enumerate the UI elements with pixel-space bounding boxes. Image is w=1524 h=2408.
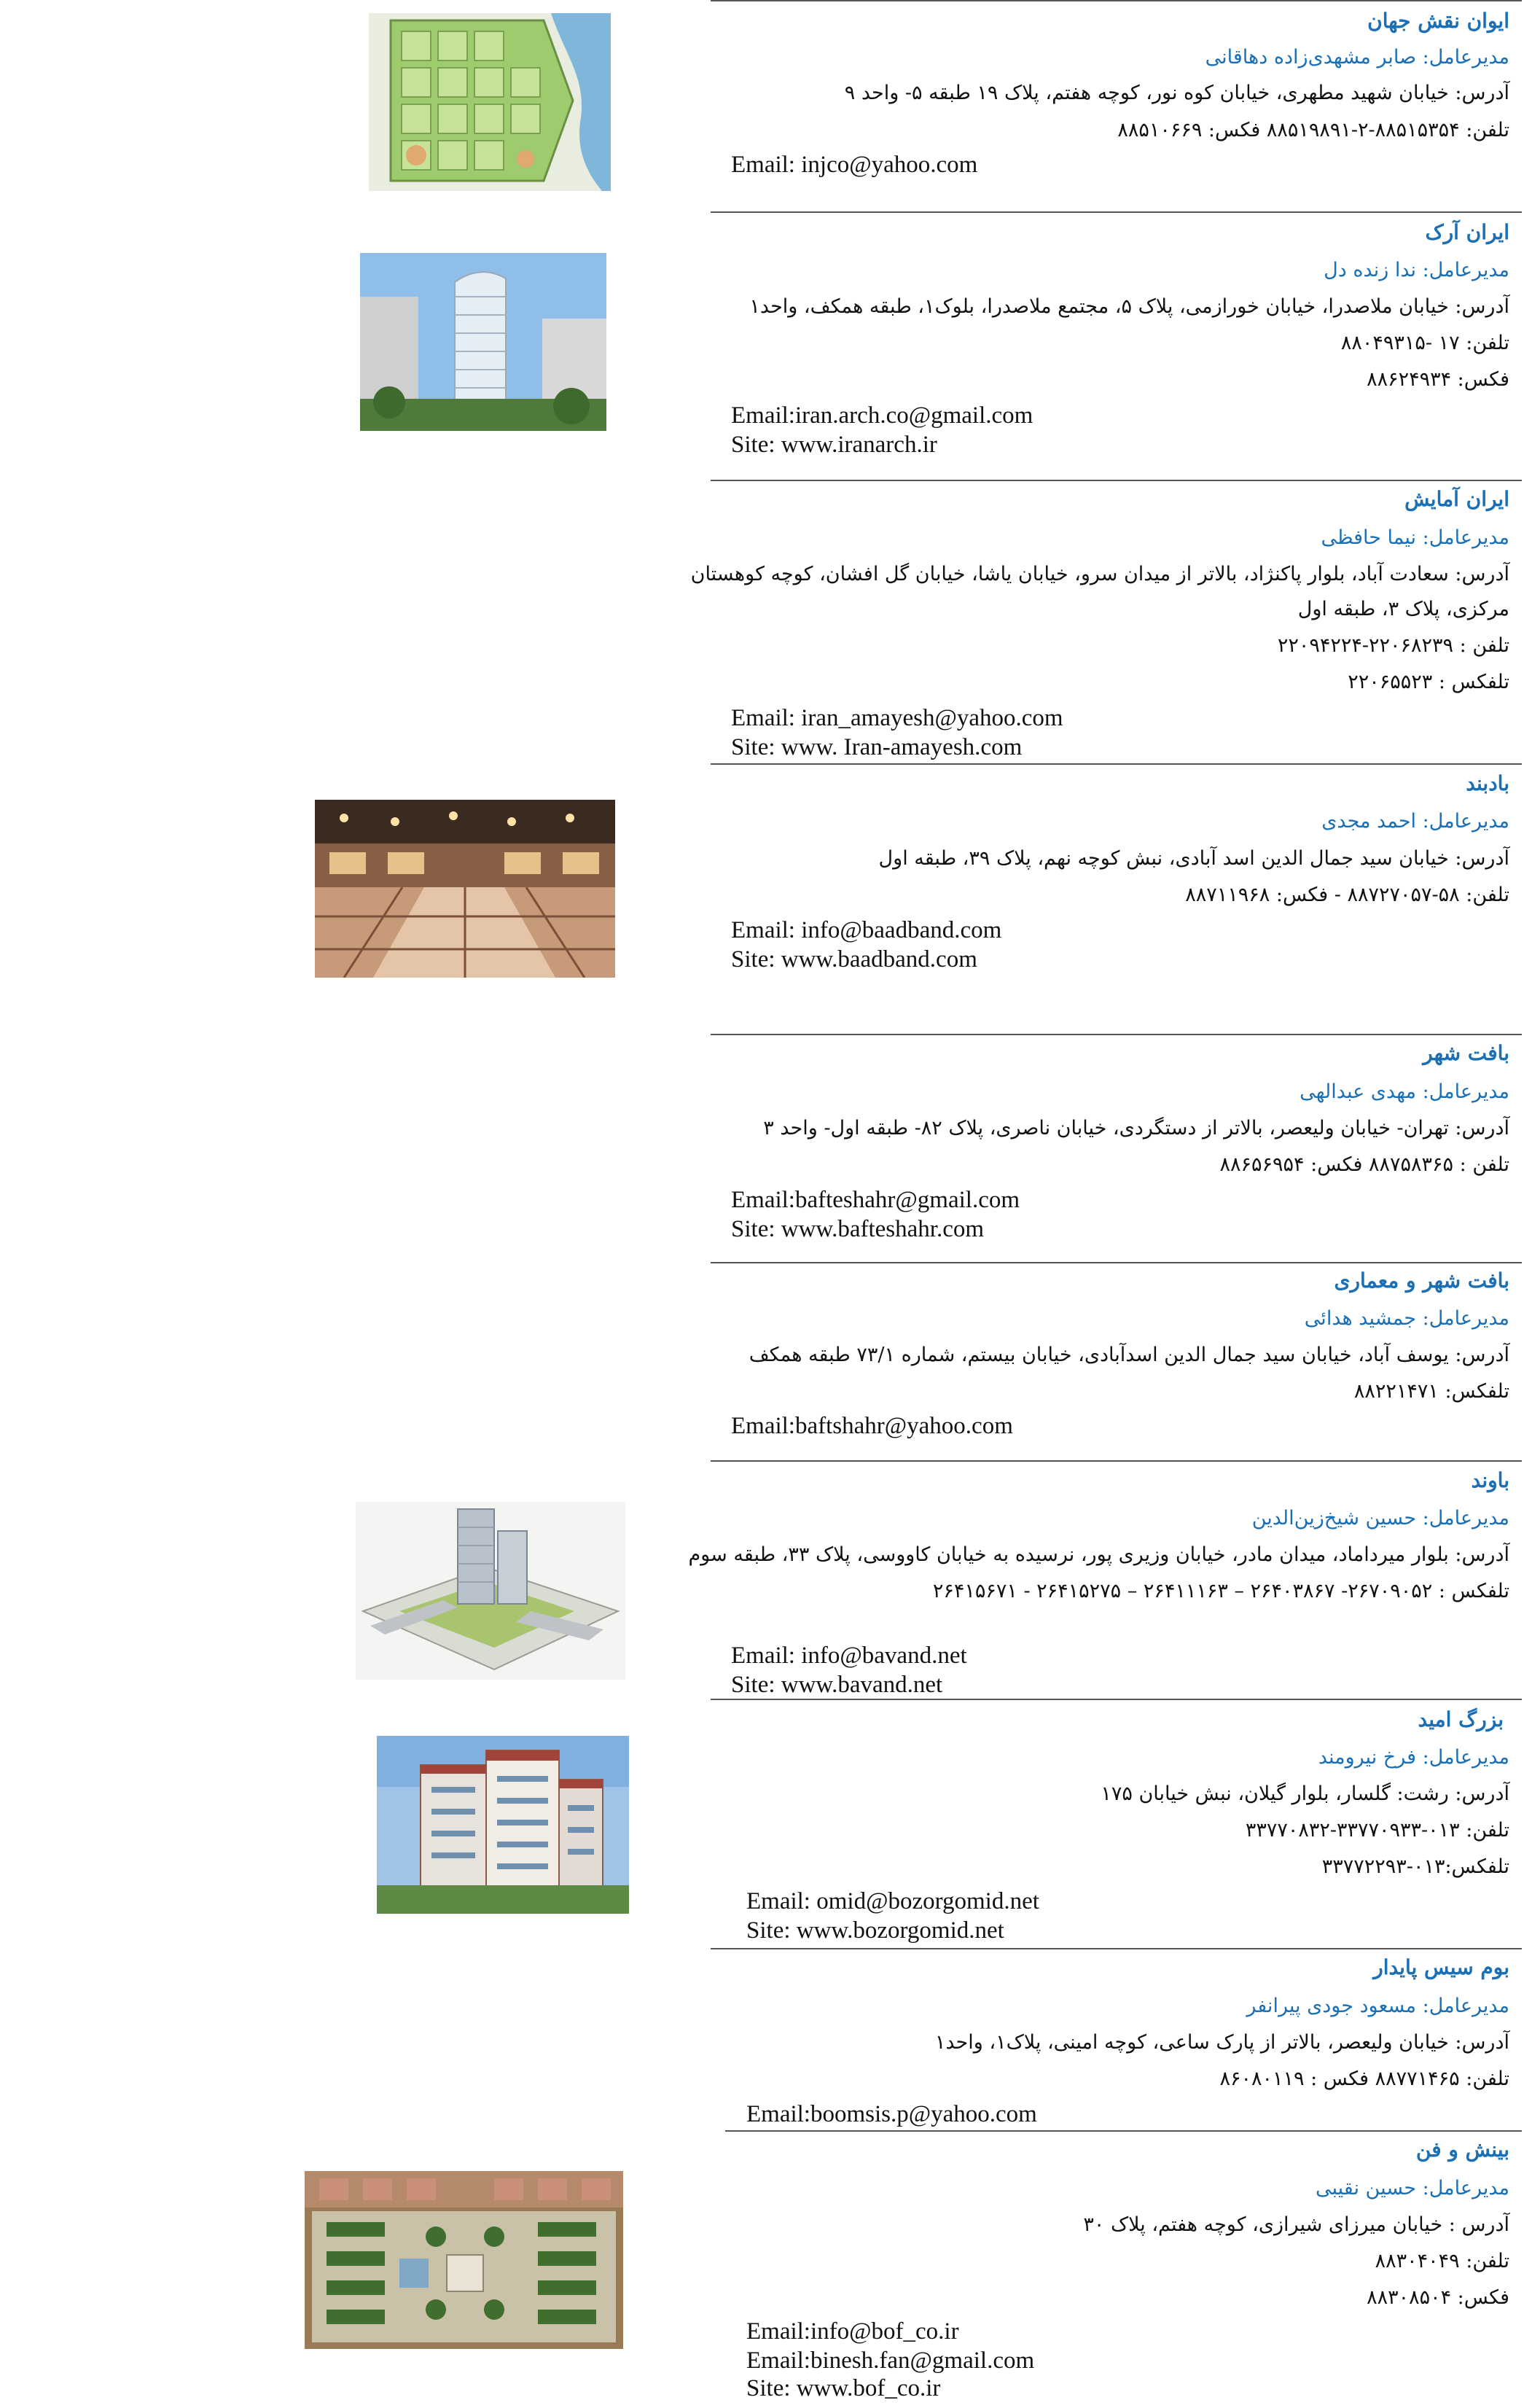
complex-render-image bbox=[356, 1502, 625, 1680]
email-text: Email: injco@yahoo.com bbox=[731, 152, 978, 178]
managing-director: مدیرعامل: صابر مشهدی‌زاده دهاقانی bbox=[1205, 46, 1509, 69]
website-text: Site: www.bof_co.ir bbox=[746, 2375, 941, 2401]
company-name: باوند bbox=[1471, 1468, 1509, 1492]
phone-line: تلفن: ۱۷ -۸۸۰۴۹۳۱۵ bbox=[1340, 332, 1509, 354]
address-line: آدرس: بلوار میرداماد، میدان مادر، خیابان وزیری پور، نرسیده به خیابان کاووسی، پلاک ۳۳، طبقه سوم bbox=[688, 1543, 1509, 1566]
separator-line bbox=[711, 1460, 1522, 1462]
company-name: ایران آرک bbox=[1425, 220, 1509, 244]
phone-line: تلفن : ۲۲۰۶۸۲۳۹-۲۲۰۹۴۲۲۴ bbox=[1277, 634, 1509, 657]
managing-director: مدیرعامل: احمد مجدی bbox=[1321, 810, 1509, 833]
separator-line bbox=[711, 480, 1522, 481]
address-line: مرکزی، پلاک ۳، طبقه اول bbox=[1297, 598, 1509, 620]
separator-line bbox=[711, 763, 1522, 765]
phone-line: تلفن: ۸۸۳۰۴۰۴۹ bbox=[1375, 2250, 1509, 2272]
address-line: آدرس: خیابان سید جمال الدین اسد آبادی، نبش کوچه نهم، پلاک ۳۹، طبقه اول bbox=[878, 847, 1509, 870]
company-name: بادبند bbox=[1466, 771, 1509, 795]
address-line: آدرس: تهران- خیابان ولیعصر، بالاتر از دستگردی، خیابان ناصری، پلاک ۸۲- طبقه اول- واحد ۳ bbox=[763, 1117, 1509, 1139]
address-line: آدرس: رشت: گلسار، بلوار گیلان، نبش خیابان ۱۷۵ bbox=[1101, 1782, 1509, 1805]
fax-line: تلفکس: ۸۸۲۲۱۴۷۱ bbox=[1353, 1380, 1509, 1403]
managing-director: مدیرعامل: حسین شیخ‌زین‌الدین bbox=[1251, 1507, 1509, 1530]
email-text: Email:bafteshahr@gmail.com bbox=[731, 1187, 1020, 1213]
managing-director: مدیرعامل: حسین نقیبی bbox=[1315, 2177, 1509, 2199]
separator-line bbox=[711, 1262, 1522, 1263]
email-text: Email:info@bof_co.ir bbox=[746, 2318, 959, 2345]
company-name: بافت شهر و معماری bbox=[1334, 1269, 1509, 1293]
address-line: آدرس : خیابان میرزای شیرازی، کوچه هفتم، پلاک ۳۰ bbox=[1083, 2213, 1509, 2236]
tower-image bbox=[360, 253, 606, 431]
separator-line bbox=[711, 1699, 1522, 1700]
company-name: بوم سیس پایدار bbox=[1373, 1955, 1509, 1979]
separator-line bbox=[725, 2130, 1522, 2132]
managing-director: مدیرعامل: ندا زنده دل bbox=[1324, 259, 1509, 281]
address-line: آدرس: خیابان شهید مطهری، خیابان کوه نور، کوچه هفتم، پلاک ۱۹ طبقه ۵- واحد ۹ bbox=[844, 82, 1509, 104]
company-name: بزرگ امید bbox=[1418, 1707, 1504, 1731]
address-line: آدرس: خیابان ولیعصر، بالاتر از پارک ساعی، کوچه امینی، پلاک۱، واحد۱ bbox=[934, 2031, 1509, 2054]
site-plan-image bbox=[369, 13, 611, 191]
website-text: Site: www.bavand.net bbox=[731, 1672, 943, 1698]
fax-line: تلفکس : ۲۲۰۶۵۵۲۳ bbox=[1348, 671, 1509, 693]
website-text: Site: www.bafteshahr.com bbox=[731, 1216, 985, 1242]
email-text: Email:binesh.fan@gmail.com bbox=[746, 2347, 1035, 2374]
separator-line bbox=[711, 211, 1522, 213]
email-text: Email:iran.arch.co@gmail.com bbox=[731, 402, 1033, 429]
fax-line: فکس: ۸۸۶۲۴۹۳۴ bbox=[1367, 368, 1509, 391]
website-text: Site: www. Iran-amayesh.com bbox=[731, 734, 1023, 760]
fax-line: تلفکس : ۲۶۷۰۹۰۵۲- ۲۶۴۰۳۸۶۷ – ۲۶۴۱۱۱۶۳ – ۲۶۴۱۵۲۷۵ - ۲۶۴۱۵۶۷۱ bbox=[932, 1580, 1509, 1602]
separator-line bbox=[711, 1034, 1522, 1035]
managing-director: مدیرعامل: مسعود جودی پیرانفر bbox=[1246, 1995, 1509, 2017]
website-text: Site: www.iranarch.ir bbox=[731, 432, 937, 458]
managing-director: مدیرعامل: مهدی عبدالهی bbox=[1300, 1080, 1509, 1103]
company-name: ایوان نقش جهان bbox=[1367, 9, 1509, 33]
phone-line: تلفن: ۵۸-۸۸۷۲۷۰۵۷ - فکس: ۸۸۷۱۱۹۶۸ bbox=[1185, 884, 1509, 906]
garden-model-image bbox=[305, 2171, 623, 2349]
email-text: Email:boomsis.p@yahoo.com bbox=[746, 2101, 1037, 2127]
separator-line bbox=[711, 1948, 1522, 1949]
email-text: Email:baftshahr@yahoo.com bbox=[731, 1413, 1013, 1439]
email-text: Email: iran_amayesh@yahoo.com bbox=[731, 705, 1063, 731]
company-name: بافت شهر bbox=[1423, 1041, 1509, 1065]
phone-line: تلفن: ۸۸۵۱۵۳۵۴-۲-۸۸۵۱۹۸۹۱ فکس: ۸۸۵۱۰۶۶۹ bbox=[1117, 119, 1509, 141]
address-line: آدرس: سعادت آباد، بلوار پاکنژاد، بالاتر از میدان سرو، خیابان یاشا، خیابان گل افشان، کوچه کوهستان bbox=[690, 563, 1509, 585]
fax-line: تلفکس:۰۱۳-۳۳۷۷۲۲۹۳ bbox=[1321, 1855, 1509, 1878]
email-text: Email: info@baadband.com bbox=[731, 917, 1002, 943]
address-line: آدرس: خیابان ملاصدرا، خیابان خورازمی، پلاک ۵، مجتمع ملاصدرا، بلوک۱، طبقه همکف، واحد۱ bbox=[749, 295, 1509, 318]
fax-line: فکس: ۸۸۳۰۸۵۰۴ bbox=[1367, 2286, 1509, 2309]
website-text: Site: www.bozorgomid.net bbox=[746, 1917, 1004, 1944]
company-name: بینش و فن bbox=[1415, 2138, 1509, 2162]
phone-line: تلفن: ۰۱۳-۳۳۷۷۰۹۳۳-۳۳۷۷۰۸۳۲ bbox=[1245, 1819, 1509, 1842]
phone-line: تلفن : ۸۸۷۵۸۳۶۵ فکس: ۸۸۶۵۶۹۵۴ bbox=[1219, 1153, 1509, 1176]
address-line: آدرس: یوسف آباد، خیابان سید جمال الدین اسدآبادی، خیابان بیستم، شماره ۷۳/۱ طبقه همکف bbox=[749, 1344, 1509, 1366]
managing-director: مدیرعامل: فرخ نیرومند bbox=[1318, 1746, 1509, 1769]
email-text: Email: info@bavand.net bbox=[731, 1643, 967, 1669]
email-text: Email: omid@bozorgomid.net bbox=[746, 1888, 1039, 1914]
separator-line bbox=[711, 0, 1522, 1]
hotel-building-image bbox=[377, 1736, 629, 1914]
managing-director: مدیرعامل: جمشید هدائی bbox=[1304, 1307, 1509, 1330]
atrium-image bbox=[315, 800, 615, 978]
managing-director: مدیرعامل: نیما حافظی bbox=[1321, 526, 1509, 549]
website-text: Site: www.baadband.com bbox=[731, 946, 977, 973]
phone-line: تلفن: ۸۸۷۷۱۴۶۵ فکس : ۸۶۰۸۰۱۱۹ bbox=[1219, 2068, 1509, 2090]
company-name: ایران آمایش bbox=[1404, 487, 1509, 511]
